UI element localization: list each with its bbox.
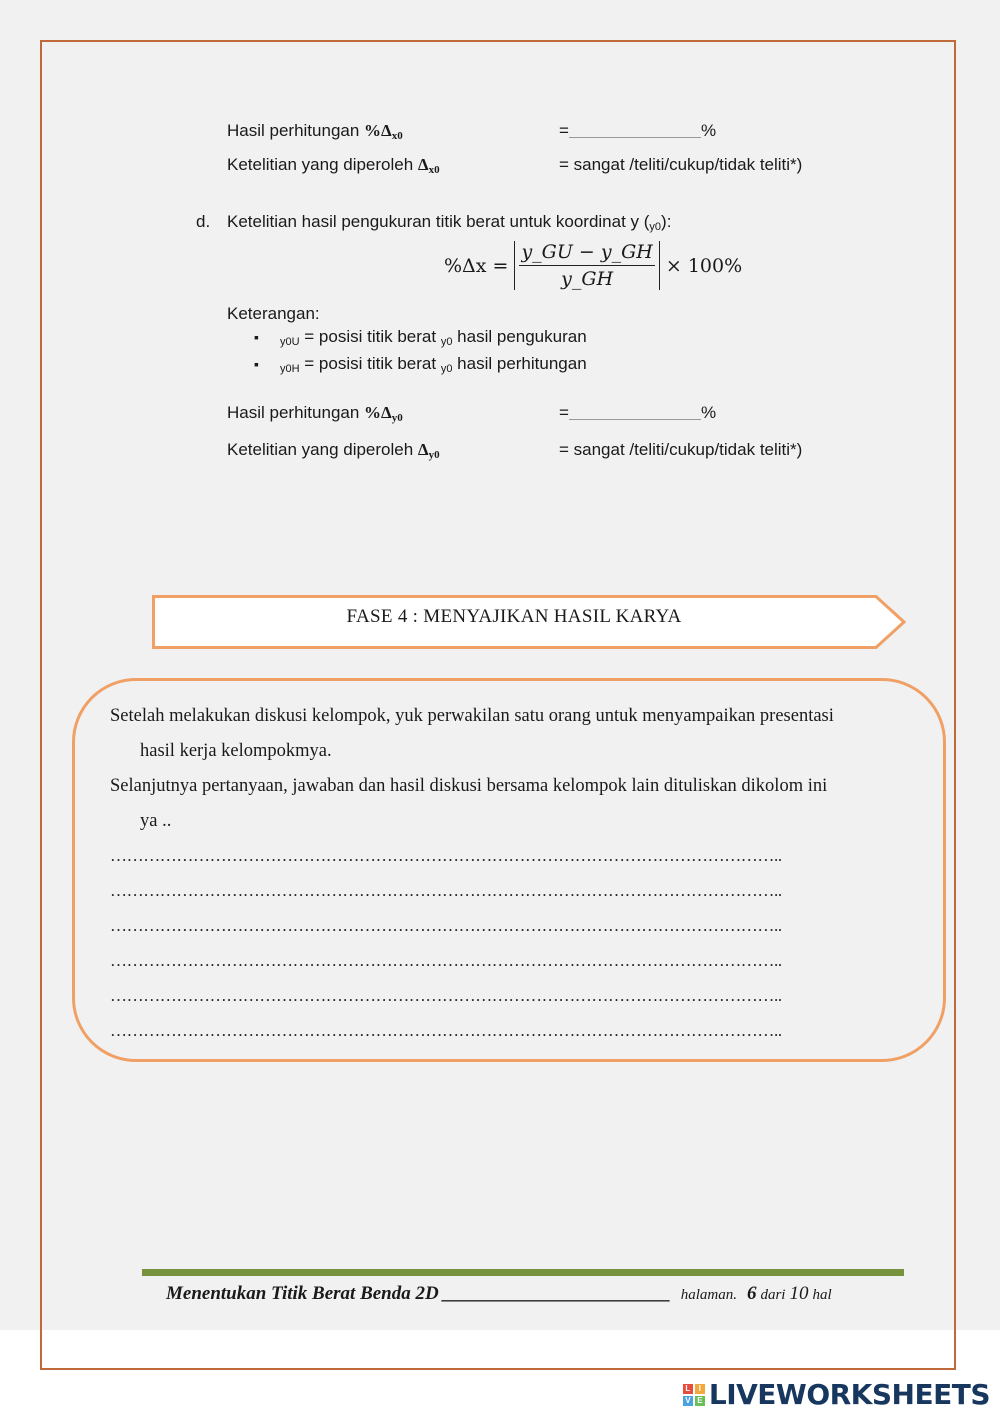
footer-title: Menentukan Titik Berat Benda 2D xyxy=(166,1283,439,1304)
formula-numerator: y_GU − y_GH xyxy=(519,241,654,266)
footer-divider xyxy=(142,1269,904,1276)
accuracy-y0-options[interactable]: = sangat /teliti/cukup/tidak teliti*) xyxy=(559,440,803,459)
footer-of-label: dari xyxy=(760,1287,786,1303)
logo-text: LIVEWORKSHEETS xyxy=(708,1378,990,1411)
result-x0-blank[interactable] xyxy=(569,123,701,138)
note-item: ▪ y0U = posisi titik berat y0 hasil pengukuran xyxy=(254,326,587,353)
result-y0-field[interactable]: = % xyxy=(559,403,717,422)
accuracy-formula xyxy=(444,241,742,290)
footer-page-number: 6 xyxy=(746,1283,757,1304)
answer-line[interactable]: ………………………………………………………………………………………………………….. xyxy=(110,881,782,900)
answer-line[interactable]: ………………………………………………………………………………………………………….. xyxy=(110,846,782,865)
footer-total-pages: 10 xyxy=(789,1283,809,1304)
formula-denominator: y_GH xyxy=(561,268,614,290)
notes-list xyxy=(254,326,587,380)
result-y0-label: Hasil perhitungan $\%\Delta_{y0}$ xyxy=(227,403,403,424)
section-d-marker: d. xyxy=(196,212,211,231)
accuracy-y0-label: Ketelitian yang diperoleh $\Delta_{y0}$ xyxy=(227,440,440,461)
instruction-paragraph-2: Selanjutnya pertanyaan, jawaban dan hasil diskusi bersama kelompok lain dituliskan dikolom ini ya .. xyxy=(110,776,828,831)
note-item: ▪ y0H = posisi titik berat y0 hasil perhitungan xyxy=(254,353,587,380)
accuracy-x0-options[interactable]: = sangat /teliti/cukup/tidak teliti*) xyxy=(559,155,803,174)
footer-underline: ________________________ xyxy=(442,1283,671,1304)
section-d-heading: Ketelitian hasil pengukuran titik berat untuk koordinat y (y0): xyxy=(227,212,672,233)
footer-page-label: halaman. xyxy=(680,1287,737,1303)
answer-line[interactable]: ………………………………………………………………………………………………………….. xyxy=(110,1021,782,1040)
accuracy-x0-label: Ketelitian yang diperoleh $\Delta_{x0}$ xyxy=(227,155,440,176)
liveworksheets-logo xyxy=(683,1378,990,1411)
page-footer xyxy=(166,1283,832,1305)
formula-lhs: %Δx = xyxy=(444,254,509,277)
formula-fraction xyxy=(514,241,659,290)
keterangan-label: Keterangan: xyxy=(227,304,320,323)
answer-line[interactable]: ………………………………………………………………………………………………………….. xyxy=(110,951,782,970)
result-x0-label: Hasil perhitungan $\%\Delta_{x0}$ xyxy=(227,121,403,142)
formula-rhs: × 100% xyxy=(665,254,743,277)
result-x0-field[interactable]: = % xyxy=(559,121,717,140)
instruction-paragraph-1: Setelah melakukan diskusi kelompok, yuk perwakilan satu orang untuk menyampaikan presentasi hasil kerja kelompokmya. xyxy=(110,706,834,761)
answer-line[interactable]: ………………………………………………………………………………………………………….. xyxy=(110,916,782,935)
result-y0-blank[interactable] xyxy=(569,405,701,420)
answer-line[interactable]: ………………………………………………………………………………………………………….. xyxy=(110,986,782,1005)
logo-grid-icon: L I V E xyxy=(683,1384,705,1406)
footer-unit: hal xyxy=(812,1287,832,1303)
phase-banner-title: FASE 4 : MENYAJIKAN HASIL KARYA xyxy=(346,606,682,627)
